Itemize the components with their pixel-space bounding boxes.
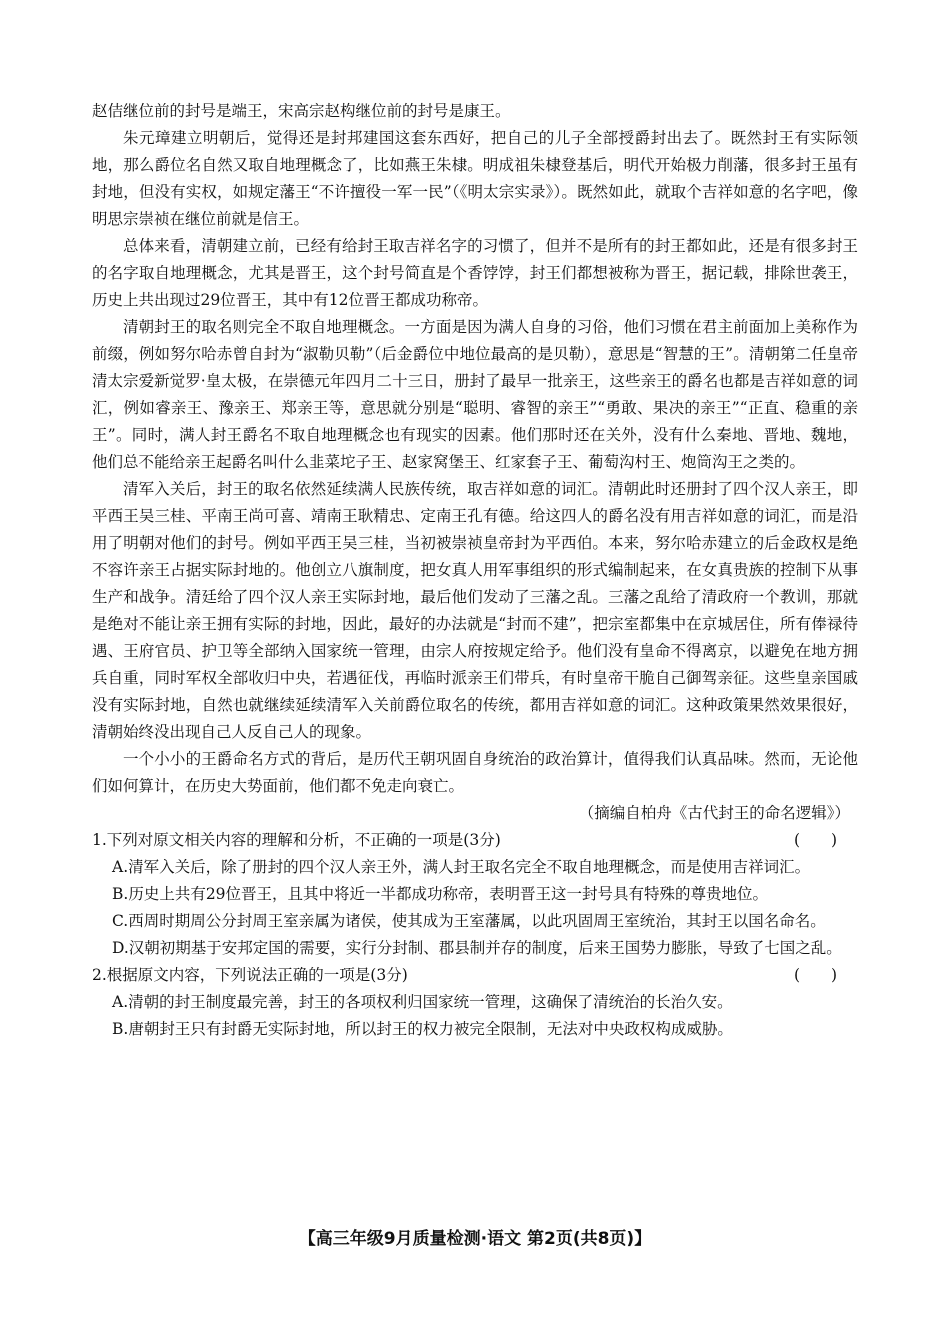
- article-paragraph: 清朝封王的取名则完全不取自地理概念。一方面是因为满人自身的习俗，他们习惯在君主前面加上美称作为前缀，例如努尔哈赤曾自封为“淑勒贝勒”（后金爵位中地位最高的是贝勒），意思是“智慧的王”。清朝第二任皇帝清太宗爱新觉罗·皇太极，在崇德元年四月二十三日，册封了最早一批亲王，这些亲王的爵名也都是吉祥如意的词汇，例如睿亲王、豫亲王、郑亲王等，意思就分别是“聪明、睿智的亲王”“勇敢、果决的亲王”“正直、稳重的亲王”。同时，满人封王爵名不取自地理概念也有现实的因素。他们那时还在关外，没有什么秦地、晋地、魏地，他们总不能给亲王起爵名叫什么韭菜坨子王、赵家窝堡王、红家套子王、葡萄沟村王、炮筒沟王之类的。: [92, 318, 858, 471]
- article-paragraph: 一个小小的王爵命名方式的背后，是历代王朝巩固自身统治的政治算计，值得我们认真品味。然而，无论他们如何算计，在历史大势面前，他们都不免走向衰亡。: [92, 750, 858, 795]
- answer-blank: ( ): [794, 831, 838, 849]
- article-source: （摘编自柏舟《古代封王的命名逻辑》）: [578, 804, 850, 822]
- question-stem-text: 1.下列对原文相关内容的理解和分析，不正确的一项是(3分): [92, 831, 501, 849]
- question-option: C.西周时期周公分封周王室亲属为诸侯，使其成为王室藩属，以此巩固周王室统治，其封王以国名命名。: [112, 912, 826, 930]
- question-1: [92, 827, 858, 962]
- answer-blank: ( ): [794, 966, 838, 984]
- document-body: [92, 98, 858, 1043]
- question-option: D.汉朝初期基于安邦定国的需要，实行分封制、郡县制并存的制度，后来王国势力膨胀，导致了七国之乱。: [112, 939, 842, 957]
- article-paragraph: 总体来看，清朝建立前，已经有给封王取吉祥名字的习惯了，但并不是所有的封王都如此，还是有很多封王的名字取自地理概念，尤其是晋王，这个封号简直是个香饽饽，封王们都想被称为晋王，据记载，排除世袭王，历史上共出现过29位晋王，其中有12位晋王都成功称帝。: [92, 237, 858, 309]
- question-option: B.唐朝封王只有封爵无实际封地，所以封王的权力被完全限制，无法对中央政权构成威胁。: [112, 1020, 733, 1038]
- question-stem-text: 2.根据原文内容，下列说法正确的一项是(3分): [92, 966, 408, 984]
- question-option: A.清军入关后，除了册封的四个汉人亲王外，满人封王取名完全不取自地理概念，而是使用吉祥词汇。: [112, 858, 811, 876]
- article-paragraph: 朱元璋建立明朝后，觉得还是封邦建国这套东西好，把自己的儿子全部授爵封出去了。既然封王有实际领地，那么爵位名自然又取自地理概念了，比如燕王朱棣。明成祖朱棣登基后，明代开始极力削藩，很多封王虽有封地，但没有实权，如规定藩王“不许擅役一军一民”（《明太宗实录》）。既然如此，就取个吉祥如意的名字吧，像明思宗崇祯在继位前就是信王。: [92, 129, 858, 228]
- article-paragraph: 清军入关后，封王的取名依然延续满人民族传统，取吉祥如意的词汇。清朝此时还册封了四个汉人亲王，即平西王吴三桂、平南王尚可喜、靖南王耿精忠、定南王孔有德。给这四人的爵名没有用吉祥如意的词汇，而是沿用了明朝对他们的封号。例如平西王吴三桂，当初被崇祯皇帝封为平西伯。本来，努尔哈赤建立的后金政权是绝不容许亲王占据实际封地的。他创立八旗制度，把女真人用军事组织的形式编制起来，在女真贵族的控制下从事生产和战争。清廷给了四个汉人亲王实际封地，最后他们发动了三藩之乱。三藩之乱给了清政府一个教训，那就是绝对不能让亲王拥有实际的封地，因此，最好的办法就是“封而不建”，把宗室都集中在京城居住，所有俸禄待遇、王府官员、护卫等全部纳入国家统一管理，由宗人府按规定给予。他们没有皇命不得离京，以避免在地方拥兵自重，同时军权全部收归中央，若遇征伐，再临时派亲王们带兵，有时皇帝干脆自己御驾亲征。这些皇亲国戚没有实际封地，自然也就继续延续清军入关前爵位取名的传统，都用吉祥如意的词汇。这种政策果然效果很好，清朝始终没出现自己人反自己人的现象。: [92, 480, 858, 741]
- question-option: B.历史上共有29位晋王，且其中将近一半都成功称帝，表明晋王这一封号具有特殊的尊贵地位。: [112, 885, 769, 903]
- question-stem: [92, 827, 858, 854]
- article-paragraph: 赵佶继位前的封号是端王，宋高宗赵构继位前的封号是康王。: [92, 102, 511, 120]
- page-footer: 【高三年级9月质量检测·语文 第2页(共8页)】: [298, 1229, 652, 1249]
- question-2: [92, 962, 858, 1043]
- question-stem: [92, 962, 858, 989]
- question-option: A.清朝的封王制度最完善，封王的各项权利归国家统一管理，这确保了清统治的长治久安。: [112, 993, 733, 1011]
